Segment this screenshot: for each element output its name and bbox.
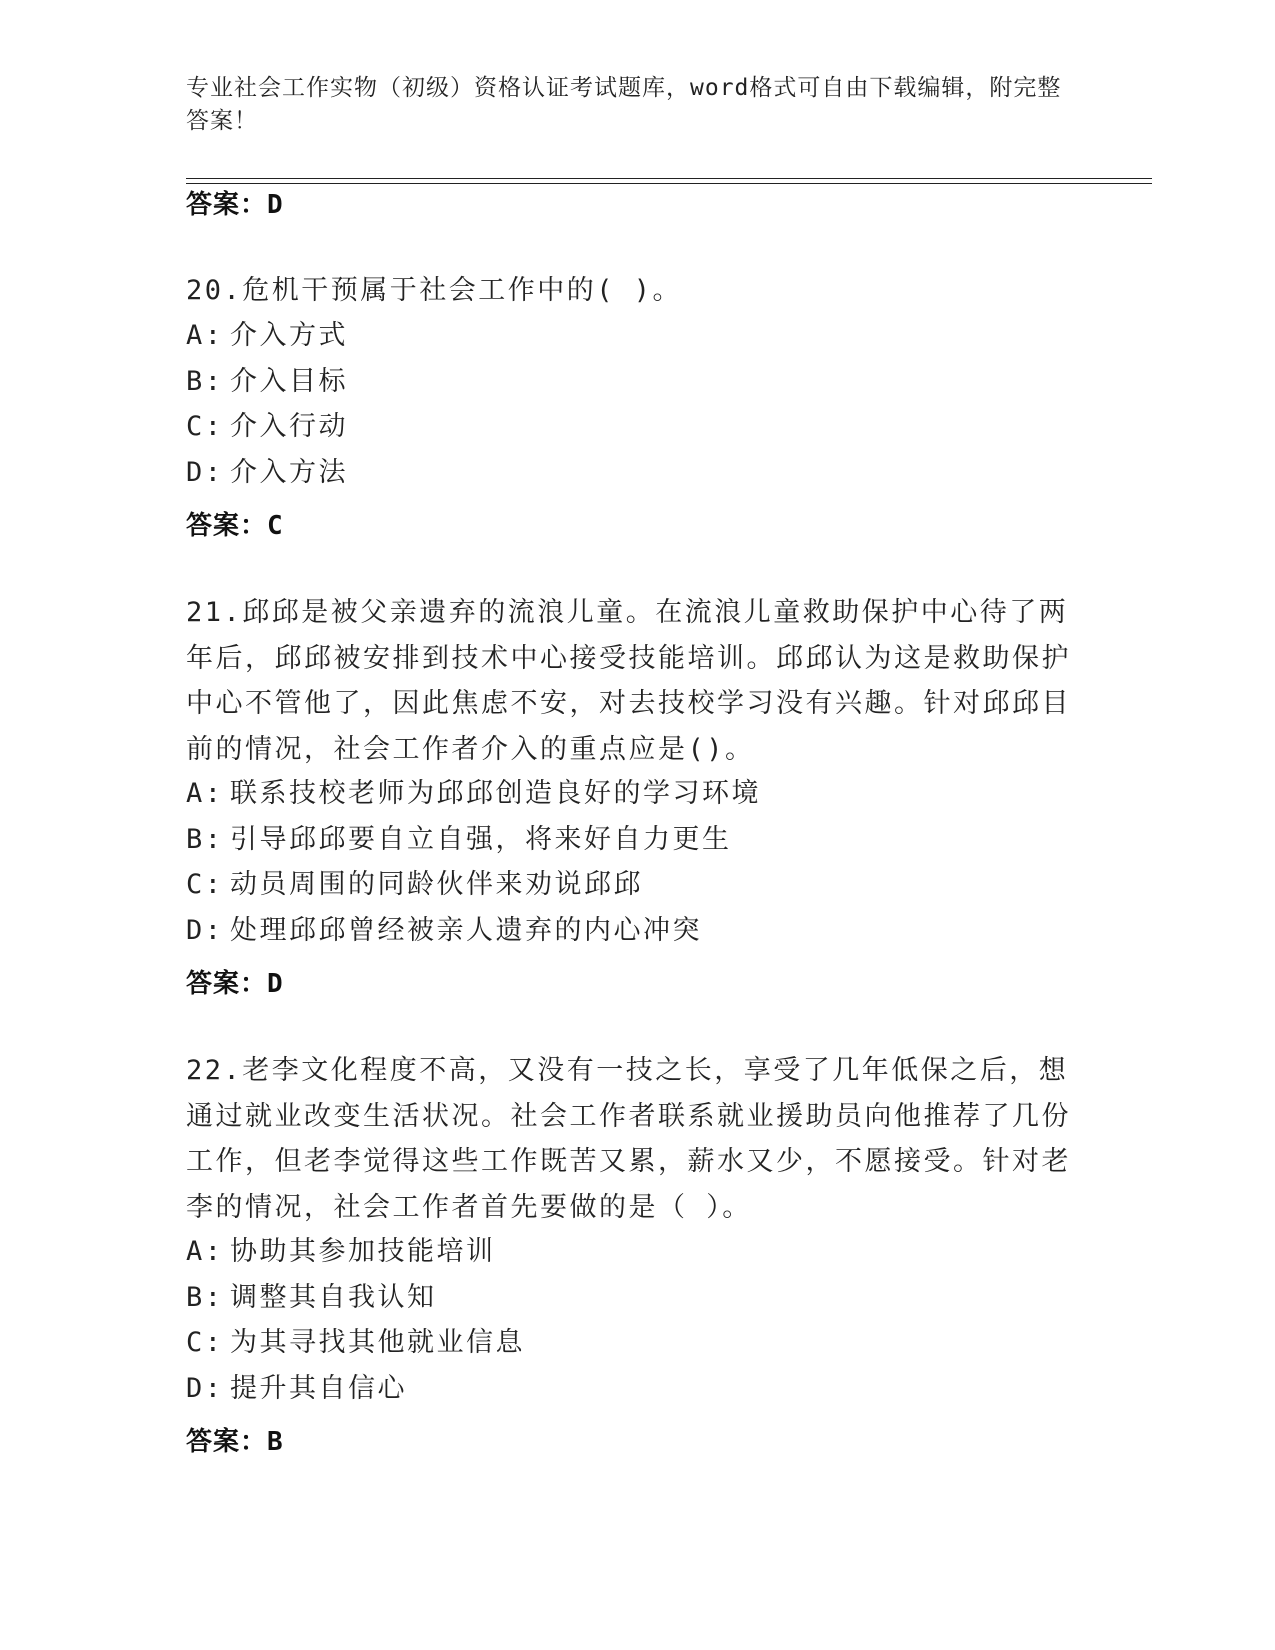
option-text: 处理邱邱曾经被亲人遗弃的内心冲突 [230,914,702,946]
question-20-answer: 答案：C [186,511,284,541]
header-divider-bottom [186,183,1152,184]
option-text: 动员周围的同龄伙伴来劝说邱邱 [230,869,643,900]
option-letter: D: [186,914,224,946]
question-20-options [186,313,348,495]
option-letter: B: [186,823,224,855]
option-letter: B: [186,365,224,397]
option-text: 引导邱邱要自立自强，将来好自力更生 [230,823,732,855]
option-letter: A: [186,778,224,809]
question-22-option-d [186,1366,525,1412]
question-20-option-a [186,313,348,359]
question-21-option-d [186,908,761,954]
question-20-stem: 20.危机干预属于社会工作中的( )。 [186,275,683,306]
option-letter: D: [186,456,224,488]
question-20-option-b [186,359,348,405]
question-21-answer: 答案：D [186,969,284,999]
option-letter: C: [186,869,224,900]
page-header-text: 专业社会工作实物（初级）资格认证考试题库，word格式可自由下载编辑，附完整答案！ [186,75,1062,134]
option-letter: A: [186,1236,224,1267]
question-20-option-d [186,450,348,496]
option-letter: A: [186,320,224,351]
option-text: 提升其自信心 [230,1372,407,1404]
question-22-options [186,1229,525,1411]
option-letter: B: [186,1281,224,1313]
option-letter: C: [186,411,224,442]
question-21-option-c [186,862,761,908]
question-22-answer: 答案：B [186,1427,284,1457]
option-text: 调整其自我认知 [230,1281,437,1313]
answer-prev-question: 答案：D [186,190,284,220]
option-text: 联系技校老师为邱邱创造良好的学习环境 [230,778,761,809]
question-21-option-a [186,771,761,817]
header-divider-top [186,178,1152,179]
option-text: 介入方法 [230,456,348,488]
option-text: 协助其参加技能培训 [230,1236,496,1267]
question-21-stem: 21.邱邱是被父亲遗弃的流浪儿童。在流浪儿童救助保护中心待了两年后，邱邱被安排到技术中心接受技能培训。邱邱认为这是救助保护中心不管他了，因此焦虑不安，对去技校学习没有兴趣。针对邱邱目前的情况，社会工作者介入的重点应是()。 [186,597,1071,765]
question-22-option-a [186,1229,525,1275]
option-text: 为其寻找其他就业信息 [230,1327,525,1358]
option-letter: D: [186,1372,224,1404]
question-21-options [186,771,761,953]
option-letter: C: [186,1327,224,1358]
question-22-option-c [186,1320,525,1366]
option-text: 介入目标 [230,365,348,397]
option-text: 介入行动 [230,411,348,442]
question-22-stem: 22.老李文化程度不高，又没有一技之长，享受了几年低保之后，想通过就业改变生活状况。社会工作者联系就业援助员向他推荐了几份工作，但老李觉得这些工作既苦又累，薪水又少，不愿接受。针对老李的情况，社会工作者首先要做的是（ ）。 [186,1055,1071,1223]
question-21-option-b [186,817,761,863]
question-20-option-c [186,404,348,450]
question-22-option-b [186,1275,525,1321]
option-text: 介入方式 [230,320,348,351]
